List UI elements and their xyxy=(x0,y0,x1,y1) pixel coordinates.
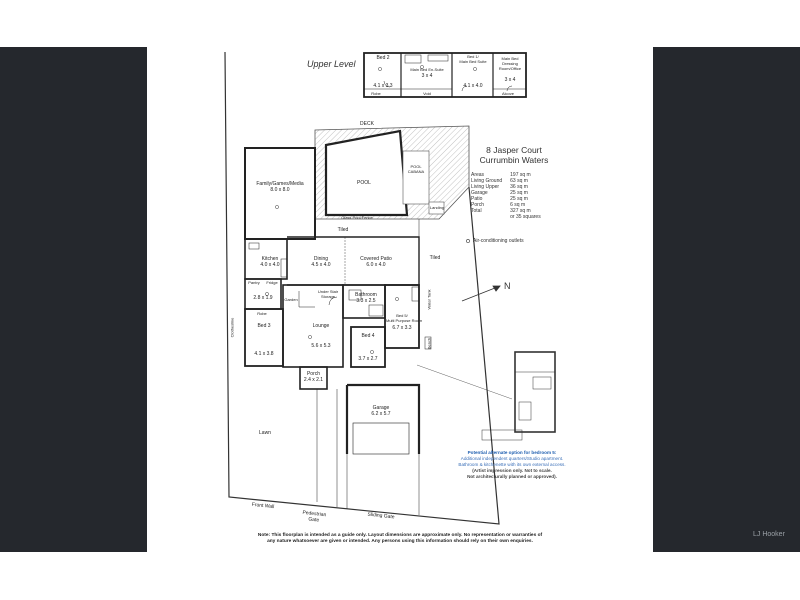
upper-alcove-label: Alcove xyxy=(501,91,514,96)
area-label: Total xyxy=(471,208,482,214)
dressing-size: 3 x 4 xyxy=(504,77,516,83)
dining-size: 4.5 x 4.0 xyxy=(311,262,331,268)
area-value: 327 sq m xyxy=(510,208,531,214)
area-label: Living Upper xyxy=(471,184,500,190)
porch-name: Porch xyxy=(306,371,321,377)
pool-cabana-label: POOL CABANA xyxy=(407,164,425,174)
bed5-size: 6.7 x 3.3 xyxy=(392,325,412,331)
upper-void-label: Void xyxy=(423,91,431,96)
alt-note-line-1: Additional independent quarters/Studio apartment. xyxy=(460,456,564,461)
upper-room-dressing: Main Bed Dressing Room/Office xyxy=(498,56,522,71)
floorplan-drawing xyxy=(147,47,653,552)
dining-name: Dining xyxy=(313,256,329,262)
area-row xyxy=(471,214,549,220)
family-room-size: 8.0 x 8.0 xyxy=(270,187,290,193)
porch-size: 2.4 x 2.1 xyxy=(303,377,324,383)
fridge-label: Fridge xyxy=(266,280,278,285)
area-label: Garage xyxy=(471,190,488,196)
bathroom-name: Bathroom xyxy=(355,292,377,298)
alt-note-line-2: Bathroom & kitchenette with its own external access. xyxy=(458,462,566,467)
upper-robe-label: Robe xyxy=(371,91,381,96)
clothesline-label: Clothesline xyxy=(229,317,235,338)
disclaimer-line-2: any nature whatsoever are given or intended. Any persons using this information should rely on their own enquiries. xyxy=(267,539,533,544)
upper-room-ensuite: Main Bed En-Suite xyxy=(410,67,444,72)
lounge-size: 5.6 x 5.3 xyxy=(311,343,331,349)
water-tank-label: Water Tank xyxy=(426,289,432,310)
area-value: 36 sq m xyxy=(510,184,528,190)
bed2-size: 4.1 x 3.3 xyxy=(373,83,393,89)
right-side-panel xyxy=(653,47,800,552)
bed1-size: 4.1 x 4.0 xyxy=(463,83,483,89)
tiled-label-2: Tiled xyxy=(429,255,441,261)
sliding-gate-label: Sliding Gate xyxy=(367,511,395,521)
bed5-name: Bed 5/ Multi Purpose Room xyxy=(386,313,423,323)
address-line-2: Currumbin Waters xyxy=(479,155,549,165)
upper-room-bed1: Bed 1/ Main Bed Suite xyxy=(459,54,487,64)
pool-label: POOL xyxy=(357,180,371,186)
bed4-name: Bed 4 xyxy=(361,333,375,339)
pool-fence-label: Glass Pool Fence xyxy=(341,215,373,220)
pantry-label: Pantry xyxy=(248,280,260,285)
under-stair-label: Under Stair Storage xyxy=(317,289,339,299)
pedestrian-gate-label: Pedestrian Gate xyxy=(302,509,327,524)
deck-area xyxy=(315,126,469,219)
deck-label: DECK xyxy=(360,121,374,127)
area-label: Areas xyxy=(471,172,485,178)
area-label: Patio xyxy=(471,196,483,202)
alternate-bedroom-plan xyxy=(417,352,555,440)
bathroom-size: 3.3 x 2.5 xyxy=(356,298,376,304)
bench-label: Bench xyxy=(426,337,432,350)
floorplan-sheet xyxy=(147,47,653,552)
bed2-name: Bed 2 xyxy=(376,55,390,61)
alt-note-line-3: (Artist impression only. Not to scale. xyxy=(472,468,552,473)
area-label xyxy=(471,214,510,220)
area-label: Living Ground xyxy=(471,178,503,184)
area-label: Porch xyxy=(471,202,485,208)
area-value: 197 sq m xyxy=(510,172,531,178)
landing-label: Landing xyxy=(429,205,445,210)
lounge-name: Lounge xyxy=(312,323,330,329)
area-value: 63 sq m xyxy=(510,178,528,184)
disclaimer-line-1: Note: This floorplan is intended as a guide only. Layout dimensions are approximate only. No representation or warranties of xyxy=(257,533,543,538)
upper-room-bed2 xyxy=(367,55,399,61)
areas-table xyxy=(471,172,549,220)
front-wall-label: Front Wall xyxy=(251,501,275,511)
bed3-name: Bed 3 xyxy=(257,323,271,329)
kitchen-name: Kitchen xyxy=(261,256,279,262)
ac-legend-icon xyxy=(466,239,469,242)
watermark-text: LJ Hooker xyxy=(753,531,785,538)
garden-label: Garden xyxy=(284,297,298,302)
patio-size: 6.0 x 4.0 xyxy=(366,262,386,268)
upper-level-title: Upper Level xyxy=(307,59,356,69)
alt-note-line-4: Not architecturally planned or approved). xyxy=(467,474,557,479)
family-room-name: Family/Games/Media xyxy=(256,181,304,187)
garage-name: Garage xyxy=(372,405,390,411)
tiled-label-1: Tiled xyxy=(337,227,349,233)
bed3-size: 4.1 x 3.8 xyxy=(254,351,274,357)
laundry-size: 2.8 x 1.9 xyxy=(253,295,273,301)
kitchen-size: 4.0 x 4.0 xyxy=(260,262,280,268)
compass-north-label: N xyxy=(504,281,511,291)
compass-arrow xyxy=(462,286,500,301)
area-value: 6 sq m xyxy=(510,202,526,208)
left-side-panel xyxy=(0,47,147,552)
disclaimer-note xyxy=(161,533,639,545)
patio-name: Covered Patio xyxy=(360,256,392,262)
alt-note-title: Potential alternate option for bedroom 5: xyxy=(467,450,557,455)
area-value: 25 sq m xyxy=(510,190,528,196)
ac-legend-text: Air-conditioning outlets xyxy=(473,238,524,244)
robe-label: Robe xyxy=(257,311,267,316)
ensuite-size: 3 x 4 xyxy=(421,73,433,79)
garage-size: 6.2 x 5.7 xyxy=(371,411,391,417)
area-value: 25 sq m xyxy=(510,196,528,202)
address-line-1: 8 Jasper Court xyxy=(486,145,542,155)
lawn-label: Lawn xyxy=(259,430,271,436)
bed4-size: 3.7 x 2.7 xyxy=(358,356,378,362)
area-value: or 35 squares xyxy=(510,214,541,220)
alternate-option-note xyxy=(447,450,577,480)
property-address xyxy=(469,145,559,165)
